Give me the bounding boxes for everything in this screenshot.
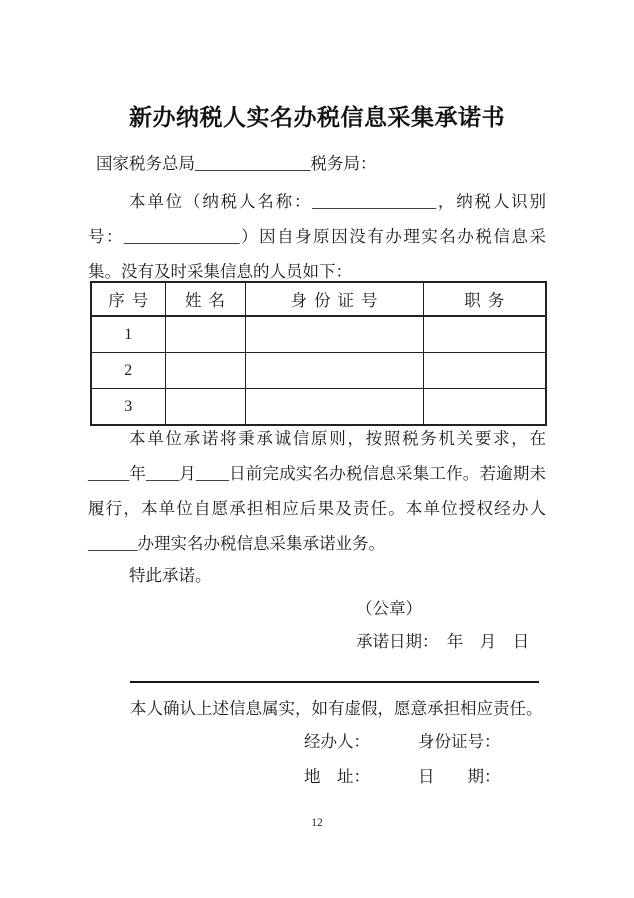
cell-id-number [245,353,423,389]
document-title: 新办纳税人实名办税信息采集承诺书 [129,105,505,132]
seal-placeholder: （公章） [356,599,422,618]
header-seq: 序号 [91,282,165,316]
agent-label: 经办人： [304,732,370,751]
intro-paragraph [88,184,546,289]
cell-seq: 3 [91,389,165,426]
cell-position [423,389,546,426]
page-number: 12 [311,817,323,829]
address-label: 地 址： [304,767,370,786]
table-header-row [91,282,546,316]
date-label: 日 期： [418,767,501,786]
commitment-line-2: _____年____月____日前完成实名办税信息采集工作。若逾期未 [88,464,546,483]
commitment-paragraph [88,421,546,561]
header-position: 职务 [423,282,546,316]
cell-id-number [245,316,423,353]
closing-statement: 特此承诺。 [129,566,212,585]
confirmation-statement: 本人确认上述信息属实，如有虚假，愿意承担相应责任。 [130,699,543,718]
commitment-line-4: ______办理实名办税信息采集承诺业务。 [88,534,385,553]
salutation-line: 国家税务总局______________税务局： [96,154,377,173]
id-number-label: 身份证号： [418,732,501,751]
table-row [91,353,546,389]
table-row [91,316,546,353]
intro-line-1: 本单位（纳税人名称：_______________，纳税人识别 [129,192,546,211]
commitment-line-3: 履行，本单位自愿承担相应后果及责任。本单位授权经办人 [88,499,546,518]
signature-separator-line [130,681,539,683]
cell-position [423,353,546,389]
intro-line-2: 号：______________）因自身原因没有办理实名办税信息采 [88,227,546,246]
header-id-number: 身份证号 [245,282,423,316]
commitment-line-1: 本单位承诺将秉承诚信原则，按照税务机关要求，在 [129,429,546,448]
commitment-date-line: 承诺日期： 年 月 日 [356,632,530,651]
cell-seq: 2 [91,353,165,389]
cell-id-number [245,389,423,426]
cell-position [423,316,546,353]
table-row [91,389,546,426]
personnel-table [90,281,547,426]
intro-line-3: 集。没有及时采集信息的人员如下： [88,262,352,281]
cell-name [165,316,245,353]
cell-name [165,353,245,389]
header-name: 姓名 [165,282,245,316]
cell-name [165,389,245,426]
cell-seq: 1 [91,316,165,353]
